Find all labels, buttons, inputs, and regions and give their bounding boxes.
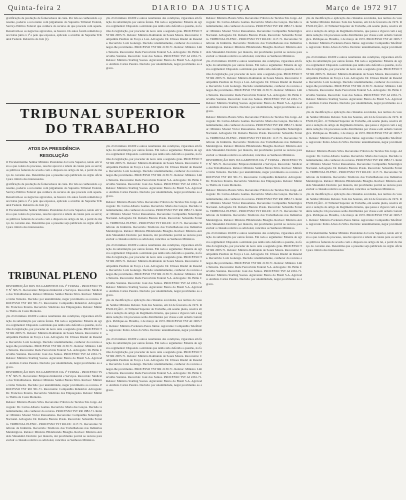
column-3-text-c: Relator: Ministro Barata Silva. Recorrente: Fábrica de Tecidos São Jorge. Advogado: Dr. Carlos Alberto Gomes. Recorrido: Maria das Graças. Decisão: unanimemente, não conhecer do recurso. PROCESSO TST RR 1882-71. Relator: Ministro Mozart Victor Russomano. Recorrente: Companhia Siderúrgica Nacional. Advogado: Dr. Roberto Barreto Prado. Recorrido: Sebastião Ferreira. TRIBUNAL PLENO - PROCESSO TST RO-DC 1117-71. Recorrente: Sindicato da Indústria. Recorrido: Sindicato dos Trabalhadores nas Indústrias Metalúrgicas. Relator: Ministro Hildebrando Bisaglia. Revisor: Ministro Arnaldo Süssekind. Decisão: por maioria, dar provimento parcial ao recurso para excluir a cláusula relativa ao adicional, vencidos os Senhores Ministros. [206, 114, 302, 157]
resolucao-text-cont: gratificação de produção de fornecedores de cana. Por não se conhecendo o presente, poderia o recorrente com julgamento do Supremo Tribunal Federal, Serviço Público Federal que conhece do recurso de que procede com aquele. Ressalvam-se os negócios agravados, se houver. Os autos foram remetidos para baixa junto à 1ª e pelo que expostos, aplicado o acórdão do Supremo Tribunal Federal. Relatório do Juiz (1). [6, 182, 102, 208]
resolucao-heading: RESOLUÇÃO [39, 153, 69, 158]
column-4-text-c: ção de modificação e aplicação das cláusulas acordadas, nos termos do voto do Senhor Ministro Relator. Sala das Sessões, em 24 de fevereiro de 1972. RESOLUÇÃO - O Tribunal Superior do Trabalho, em sessão plena, resolve alterar a redação do artigo do Regimento Interno, que passa a vigorar com a seguinte redação: Os processos serão distribuídos por classe e em ordem cronológica. Publique-se. Brasília, 1 de março de 1972. PROCESSO TST AI 1963-71. Relator: Ministro Fortunato Peres Júnior. Agravante: Companhia Telefônica. Agravado: Pedro Alves da Silva. Decisão: unanimemente, negar provimento. [306, 110, 402, 149]
title-rule-bottom [6, 140, 200, 141]
column-3 [206, 16, 302, 496]
resolucao-text: O Excelentíssimo Senhor Ministro Presidente da Corte Superior, tendo em vista o que consta do processo, resolve aprovar a tabela de custas para os serviços públicos federais de acordo com o disposto no artigo da lei, a partir de março do corrente ano. Determina que o presente seja publicado no órgão oficial para ciência dos interessados. [6, 160, 102, 181]
court-title-line2: DO TRABALHO [45, 122, 161, 137]
column-1-lower [6, 144, 102, 496]
column-2-lower [106, 144, 202, 496]
pleno-text-cont2: DISTRIBUIÇÃO DOS JULGAMENTOS DA 1ª TURMA - PROCESSO TST Nº 365-71. Recorrente: Empresa Industrial e Serviços. Recorrido: Sindicato dos Trabalhadores. Relator: Ministro Senhor Barata Silva. Revisor: Ministro Lima Teixeira. Decisão: por unanimidade, negar provimento ao recurso. PROCESSO TST RO 301-71. Recorrente: Companhia Industrial. Advogado: Dr. Francisco Pereira. Recorrido: Sindicato dos Empregados. Relator: Ministro Thélio da Costa Monteiro. [6, 370, 102, 400]
ato-heading: ATOS DA PRESIDÊNCIA [28, 146, 80, 151]
column-2-top [106, 16, 202, 100]
column-3-text-d: DISTRIBUIÇÃO DOS JULGAMENTOS DA 1ª TURMA - PROCESSO TST Nº 365-71. Recorrente: Empresa Industrial e Serviços. Recorrido: Sindicato dos Trabalhadores. Relator: Ministro Senhor Barata Silva. Revisor: Ministro Lima Teixeira. Decisão: por unanimidade, negar provimento ao recurso. PROCESSO TST RO 301-71. Recorrente: Companhia Industrial. Advogado: Dr. Francisco Pereira. Recorrido: Sindicato dos Empregados. Relator: Ministro Thélio da Costa Monteiro. [206, 157, 302, 187]
pleno-text: DISTRIBUIÇÃO DOS JULGAMENTOS DA 1ª TURMA - PROCESSO TST Nº 365-71. Recorrente: Empresa Industrial e Serviços. Recorrido: Sindicato dos Trabalhadores. Relator: Ministro Senhor Barata Silva. Revisor: Ministro Lima Teixeira. Decisão: por unanimidade, negar provimento ao recurso. PROCESSO TST RO 301-71. Recorrente: Companhia Industrial. Advogado: Dr. Francisco Pereira. Recorrido: Sindicato dos Empregados. Relator: Ministro Thélio da Costa Monteiro. [6, 284, 102, 314]
column-3-text-b: ção civil número 26.000 e outros resultantes das condições, vigorantes em função da substituição por outras fontes. Em todo o argumento: Ementa do agravo regimental: Dispondo a entidade que tenha sido deferida a questão, na forma da legislação, por proceder de novo ante o segundo grau. PROCESSO TST RR 2003-71. Relator: Ministro Raimundo de Souza Moura. Recorrente: Companhia Paulista de Força e Luz. Advogado: Dr. Ulisses Riedel de Resende. Recorrido: Luiz Gonzaga. Decisão: unanimemente, conhecer do recurso e negar-lhe provimento. PROCESSO TST RR 2130-71. Relator: Ministro Lima Teixeira. Recorrente: Rede Ferroviária Federal S.A. Advogado: Dr. Hélio Carvalho Santana. Recorrido: José dos Santos. PROCESSO TST AI 2261-71. Relator: Ministro Starling Soares. Agravante: Banco do Brasil S.A. Agravado: Antônio Carlos Pereira. Decisão: por unanimidade, negar provimento ao agravo. [206, 59, 302, 114]
pleno-text-cont: ção civil número 26.000 e outros resultantes das condições, vigorantes em função da substituição por outras fontes. Em todo o argumento: Ementa do agravo regimental: Dispondo a entidade que tenha sido deferida a questão, na forma da legislação, por proceder de novo ante o segundo grau. PROCESSO TST RR 2003-71. Relator: Ministro Raimundo de Souza Moura. Recorrente: Companhia Paulista de Força e Luz. Advogado: Dr. Ulisses Riedel de Resende. Recorrido: Luiz Gonzaga. Decisão: unanimemente, conhecer do recurso e negar-lhe provimento. PROCESSO TST RR 2130-71. Relator: Ministro Lima Teixeira. Recorrente: Rede Ferroviária Federal S.A. Advogado: Dr. Hélio Carvalho Santana. Recorrido: José dos Santos. PROCESSO TST AI 2261-71. Relator: Ministro Starling Soares. Agravante: Banco do Brasil S.A. Agravado: Antônio Carlos Pereira. Decisão: por unanimidade, negar provimento ao agravo. [6, 314, 102, 369]
column-4-text-b: ção civil número 26.000 e outros resultantes das condições, vigorantes em função da substituição por outras fontes. Em todo o argumento: Ementa do agravo regimental: Dispondo a entidade que tenha sido deferida a questão, na forma da legislação, por proceder de novo ante o segundo grau. PROCESSO TST RR 2003-71. Relator: Ministro Raimundo de Souza Moura. Recorrente: Companhia Paulista de Força e Luz. Advogado: Dr. Ulisses Riedel de Resende. Recorrido: Luiz Gonzaga. Decisão: unanimemente, conhecer do recurso e negar-lhe provimento. PROCESSO TST RR 2130-71. Relator: Ministro Lima Teixeira. Recorrente: Rede Ferroviária Federal S.A. Advogado: Dr. Hélio Carvalho Santana. Recorrido: José dos Santos. PROCESSO TST AI 2261-71. Relator: Ministro Starling Soares. Agravante: Banco do Brasil S.A. Agravado: Antônio Carlos Pereira. Decisão: por unanimidade, negar provimento ao agravo. [306, 54, 402, 110]
column-3-text-f: ção civil número 26.000 e outros resultantes das condições, vigorantes em função da substituição por outras fontes. Em todo o argumento: Ementa do agravo regimental: Dispondo a entidade que tenha sido deferida a questão, na forma da legislação, por proceder de novo ante o segundo grau. PROCESSO TST RR 2003-71. Relator: Ministro Raimundo de Souza Moura. Recorrente: Companhia Paulista de Força e Luz. Advogado: Dr. Ulisses Riedel de Resende. Recorrido: Luiz Gonzaga. Decisão: unanimemente, conhecer do recurso e negar-lhe provimento. PROCESSO TST RR 2130-71. Relator: Ministro Lima Teixeira. Recorrente: Rede Ferroviária Federal S.A. Advogado: Dr. Hélio Carvalho Santana. Recorrido: José dos Santos. PROCESSO TST AI 2261-71. Relator: Ministro Starling Soares. Agravante: Banco do Brasil S.A. Agravado: Antônio Carlos Pereira. Decisão: por unanimidade, negar provimento ao agravo. [206, 231, 302, 286]
column-3-text: Relator: Ministro Barata Silva. Recorrente: Fábrica de Tecidos São Jorge. Advogado: Dr. Carlos Alberto Gomes. Recorrido: Maria das Graças. Decisão: unanimemente, não conhecer do recurso. PROCESSO TST RR 1882-71. Relator: Ministro Mozart Victor Russomano. Recorrente: Companhia Siderúrgica Nacional. Advogado: Dr. Roberto Barreto Prado. Recorrido: Sebastião Ferreira. TRIBUNAL PLENO - PROCESSO TST RO-DC 1117-71. Recorrente: Sindicato da Indústria. Recorrido: Sindicato dos Trabalhadores nas Indústrias Metalúrgicas. Relator: Ministro Hildebrando Bisaglia. Revisor: Ministro Arnaldo Süssekind. Decisão: por maioria, dar provimento parcial ao recurso para excluir a cláusula relativa ao adicional, vencidos os Senhores Ministros. [206, 16, 302, 58]
pleno-text-cont3: Relator: Ministro Barata Silva. Recorrente: Fábrica de Tecidos São Jorge. Advogado: Dr. Carlos Alberto Gomes. Recorrido: Maria das Graças. Decisão: unanimemente, não conhecer do recurso. PROCESSO TST RR 1882-71. Relator: Ministro Mozart Victor Russomano. Recorrente: Companhia Siderúrgica Nacional. Advogado: Dr. Roberto Barreto Prado. Recorrido: Sebastião Ferreira. TRIBUNAL PLENO - PROCESSO TST RO-DC 1117-71. Recorrente: Sindicato da Indústria. Recorrido: Sindicato dos Trabalhadores nas Indústrias Metalúrgicas. Relator: Ministro Hildebrando Bisaglia. Revisor: Ministro Arnaldo Süssekind. Decisão: por maioria, dar provimento parcial ao recurso para excluir a cláusula relativa ao adicional, vencidos os Senhores Ministros. [6, 400, 102, 443]
column-2-lower-text-e: ção civil número 26.000 e outros resultantes das condições, vigorantes em função da substituição por outras fontes. Em todo o argumento: Ementa do agravo regimental: Dispondo a entidade que tenha sido deferida a questão, na forma da legislação, por proceder de novo ante o segundo grau. PROCESSO TST RR 2003-71. Relator: Ministro Raimundo de Souza Moura. Recorrente: Companhia Paulista de Força e Luz. Advogado: Dr. Ulisses Riedel de Resende. Recorrido: Luiz Gonzaga. Decisão: unanimemente, conhecer do recurso e negar-lhe provimento. PROCESSO TST RR 2130-71. Relator: Ministro Lima Teixeira. Recorrente: Rede Ferroviária Federal S.A. Advogado: Dr. Hélio Carvalho Santana. Recorrido: José dos Santos. PROCESSO TST AI 2261-71. Relator: Ministro Starling Soares. Agravante: Banco do Brasil S.A. Agravado: Antônio Carlos Pereira. Decisão: por unanimidade, negar provimento ao agravo. [106, 337, 202, 392]
column-2-lower-text-b: Relator: Ministro Barata Silva. Recorrente: Fábrica de Tecidos São Jorge. Advogado: Dr. Carlos Alberto Gomes. Recorrido: Maria das Graças. Decisão: unanimemente, não conhecer do recurso. PROCESSO TST RR 1882-71. Relator: Ministro Mozart Victor Russomano. Recorrente: Companhia Siderúrgica Nacional. Advogado: Dr. Roberto Barreto Prado. Recorrido: Sebastião Ferreira. TRIBUNAL PLENO - PROCESSO TST RO-DC 1117-71. Recorrente: Sindicato da Indústria. Recorrido: Sindicato dos Trabalhadores nas Indústrias Metalúrgicas. Relator: Ministro Hildebrando Bisaglia. Revisor: Ministro Arnaldo Süssekind. Decisão: por maioria, dar provimento parcial ao recurso para excluir a cláusula relativa ao adicional, vencidos os Senhores Ministros. [106, 199, 202, 242]
header-rule [4, 14, 402, 15]
tribunal-pleno-heading: TRIBUNAL PLENO [8, 271, 98, 282]
column-2-lower-text-c: ção civil número 26.000 e outros resultantes das condições, vigorantes em função da substituição por outras fontes. Em todo o argumento: Ementa do agravo regimental: Dispondo a entidade que tenha sido deferida a questão, na forma da legislação, por proceder de novo ante o segundo grau. PROCESSO TST RR 2003-71. Relator: Ministro Raimundo de Souza Moura. Recorrente: Companhia Paulista de Força e Luz. Advogado: Dr. Ulisses Riedel de Resende. Recorrido: Luiz Gonzaga. Decisão: unanimemente, conhecer do recurso e negar-lhe provimento. PROCESSO TST RR 2130-71. Relator: Ministro Lima Teixeira. Recorrente: Rede Ferroviária Federal S.A. Advogado: Dr. Hélio Carvalho Santana. Recorrido: José dos Santos. PROCESSO TST AI 2261-71. Relator: Ministro Starling Soares. Agravante: Banco do Brasil S.A. Agravado: Antônio Carlos Pereira. Decisão: por unanimidade, negar provimento ao agravo. [106, 242, 202, 298]
column-2-lower-text: ção civil número 26.000 e outros resultantes das condições, vigorantes em função da substituição por outras fontes. Em todo o argumento: Ementa do agravo regimental: Dispondo a entidade que tenha sido deferida a questão, na forma da legislação, por proceder de novo ante o segundo grau. PROCESSO TST RR 2003-71. Relator: Ministro Raimundo de Souza Moura. Recorrente: Companhia Paulista de Força e Luz. Advogado: Dr. Ulisses Riedel de Resende. Recorrido: Luiz Gonzaga. Decisão: unanimemente, conhecer do recurso e negar-lhe provimento. PROCESSO TST RR 2130-71. Relator: Ministro Lima Teixeira. Recorrente: Rede Ferroviária Federal S.A. Advogado: Dr. Hélio Carvalho Santana. Recorrido: José dos Santos. PROCESSO TST AI 2261-71. Relator: Ministro Starling Soares. Agravante: Banco do Brasil S.A. Agravado: Antônio Carlos Pereira. Decisão: por unanimidade, negar provimento ao agravo. [106, 144, 202, 199]
column-2-lower-text-d: ção de modificação e aplicação das cláusulas acordadas, nos termos do voto do Senhor Ministro Relator. Sala das Sessões, em 24 de fevereiro de 1972. RESOLUÇÃO - O Tribunal Superior do Trabalho, em sessão plena, resolve alterar a redação do artigo do Regimento Interno, que passa a vigorar com a seguinte redação: Os processos serão distribuídos por classe e em ordem cronológica. Publique-se. Brasília, 1 de março de 1972. PROCESSO TST AI 1963-71. Relator: Ministro Fortunato Peres Júnior. Agravante: Companhia Telefônica. Agravado: Pedro Alves da Silva. Decisão: unanimemente, negar provimento. [106, 298, 202, 336]
column-4-text-f: O Excelentíssimo Senhor Ministro Presidente da Corte Superior, tendo em vista o que consta do processo, resolve aprovar a tabela de custas para os serviços públicos federais de acordo com o disposto no artigo da lei, a partir de março do corrente ano. Determina que o presente seja publicado no órgão oficial para ciência dos interessados. [306, 231, 402, 252]
court-title-line1: TRIBUNAL SUPERIOR [20, 107, 186, 122]
court-title [6, 107, 200, 137]
column-4 [306, 16, 402, 496]
column-4-text-e: ção de modificação e aplicação das cláusulas acordadas, nos termos do voto do Senhor Ministro Relator. Sala das Sessões, em 24 de fevereiro de 1972. RESOLUÇÃO - O Tribunal Superior do Trabalho, em sessão plena, resolve alterar a redação do artigo do Regimento Interno, que passa a vigorar com a seguinte redação: Os processos serão distribuídos por classe e em ordem cronológica. Publique-se. Brasília, 1 de março de 1972. PROCESSO TST AI 1963-71. Relator: Ministro Fortunato Peres Júnior. Agravante: Companhia Telefônica. Agravado: Pedro Alves da Silva. Decisão: unanimemente, negar provimento. [306, 192, 402, 230]
column-1-top [6, 16, 102, 100]
resolucao-text-cont2: O Excelentíssimo Senhor Ministro Presidente da Corte Superior, tendo em vista o que consta do processo, resolve aprovar a tabela de custas para os serviços públicos federais de acordo com o disposto no artigo da lei, a partir de março do corrente ano. Determina que o presente seja publicado no órgão oficial para ciência dos interessados. [6, 208, 102, 230]
column-4-text-d: Relator: Ministro Barata Silva. Recorrente: Fábrica de Tecidos São Jorge. Advogado: Dr. Carlos Alberto Gomes. Recorrido: Maria das Graças. Decisão: unanimemente, não conhecer do recurso. PROCESSO TST RR 1882-71. Relator: Ministro Mozart Victor Russomano. Recorrente: Companhia Siderúrgica Nacional. Advogado: Dr. Roberto Barreto Prado. Recorrido: Sebastião Ferreira. TRIBUNAL PLENO - PROCESSO TST RO-DC 1117-71. Recorrente: Sindicato da Indústria. Recorrido: Sindicato dos Trabalhadores nas Indústrias Metalúrgicas. Relator: Ministro Hildebrando Bisaglia. Revisor: Ministro Arnaldo Süssekind. Decisão: por maioria, dar provimento parcial ao recurso para excluir a cláusula relativa ao adicional, vencidos os Senhores Ministros. [306, 149, 402, 192]
title-rule-top [6, 103, 200, 104]
header-publication-title: DIARIO DA JUSTIÇA [152, 4, 252, 12]
column-4-text: ção de modificação e aplicação das cláusulas acordadas, nos termos do voto do Senhor Ministro Relator. Sala das Sessões, em 24 de fevereiro de 1972. RESOLUÇÃO - O Tribunal Superior do Trabalho, em sessão plena, resolve alterar a redação do artigo do Regimento Interno, que passa a vigorar com a seguinte redação: Os processos serão distribuídos por classe e em ordem cronológica. Publique-se. Brasília, 1 de março de 1972. PROCESSO TST AI 1963-71. Relator: Ministro Fortunato Peres Júnior. Agravante: Companhia Telefônica. Agravado: Pedro Alves da Silva. Decisão: unanimemente, negar provimento. [306, 16, 402, 54]
column-3-text-e: Relator: Ministro Barata Silva. Recorrente: Fábrica de Tecidos São Jorge. Advogado: Dr. Carlos Alberto Gomes. Recorrido: Maria das Graças. Decisão: unanimemente, não conhecer do recurso. PROCESSO TST RR 1882-71. Relator: Ministro Mozart Victor Russomano. Recorrente: Companhia Siderúrgica Nacional. Advogado: Dr. Roberto Barreto Prado. Recorrido: Sebastião Ferreira. TRIBUNAL PLENO - PROCESSO TST RO-DC 1117-71. Recorrente: Sindicato da Indústria. Recorrido: Sindicato dos Trabalhadores nas Indústrias Metalúrgicas. Relator: Ministro Hildebrando Bisaglia. Revisor: Ministro Arnaldo Süssekind. Decisão: por maioria, dar provimento parcial ao recurso para excluir a cláusula relativa ao adicional, vencidos os Senhores Ministros. [206, 188, 302, 230]
page-header [0, 2, 406, 14]
header-date-page: Março de 1972 917 [326, 4, 398, 12]
header-date-left: Quinta-feira 2 [8, 4, 62, 12]
column-1-top-text: gratificação de produção de fornecedores de cana. Por não se conhecendo o presente, poderia o recorrente com julgamento do Supremo Tribunal Federal, Serviço Público Federal que conhece do recurso de que procede com aquele. Ressalvam-se os negócios agravados, se houver. Os autos foram remetidos para baixa junto à 1ª e pelo que expostos, aplicado o acórdão do Supremo Tribunal Federal. Relatório do Juiz (1). [6, 16, 102, 42]
column-2-top-text: ção civil número 26.000 e outros resultantes das condições, vigorantes em função da substituição por outras fontes. Em todo o argumento: Ementa do agravo regimental: Dispondo a entidade que tenha sido deferida a questão, na forma da legislação, por proceder de novo ante o segundo grau. PROCESSO TST RR 2003-71. Relator: Ministro Raimundo de Souza Moura. Recorrente: Companhia Paulista de Força e Luz. Advogado: Dr. Ulisses Riedel de Resende. Recorrido: Luiz Gonzaga. Decisão: unanimemente, conhecer do recurso e negar-lhe provimento. PROCESSO TST RR 2130-71. Relator: Ministro Lima Teixeira. Recorrente: Rede Ferroviária Federal S.A. Advogado: Dr. Hélio Carvalho Santana. Recorrido: José dos Santos. PROCESSO TST AI 2261-71. Relator: Ministro Starling Soares. Agravante: Banco do Brasil S.A. Agravado: Antônio Carlos Pereira. Decisão: por unanimidade, negar provimento ao agravo. [106, 16, 202, 71]
